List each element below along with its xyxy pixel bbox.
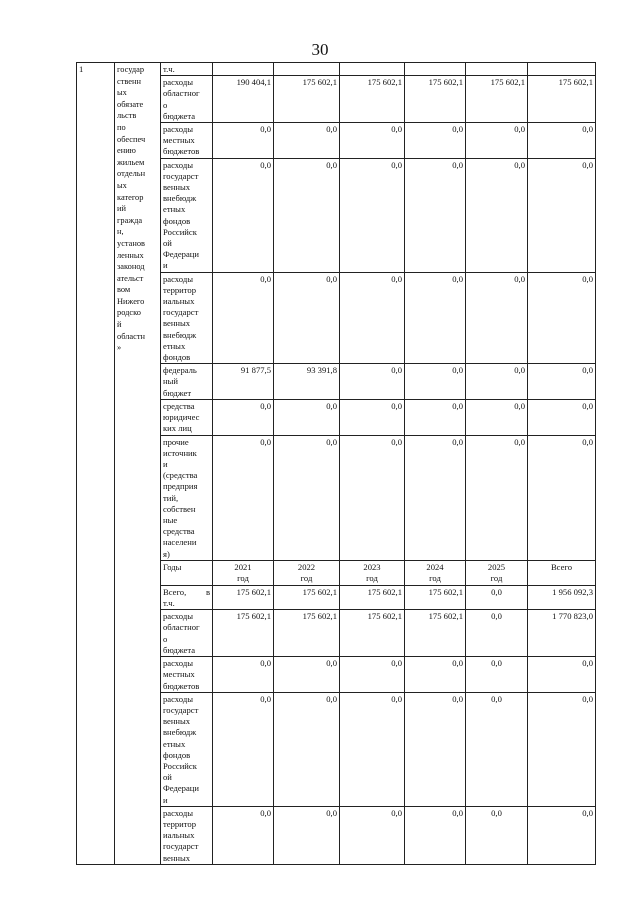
value-cell: 0,0 <box>213 123 274 159</box>
value-cell: 0,0 <box>528 123 596 159</box>
value-cell: 0,0 <box>405 272 466 364</box>
value-cell: 0,0 <box>213 806 274 864</box>
row-label: расходы областног о бюджета <box>161 610 213 657</box>
value-cell: 91 877,5 <box>213 364 274 400</box>
value-cell: 1 770 823,0 <box>528 610 596 657</box>
value-cell: 0,0 <box>405 657 466 693</box>
financing-table <box>76 62 596 865</box>
row-label: расходы местных бюджетов <box>161 123 213 159</box>
row-label: расходы государст венных внебюдж етных фондов Российск ой Федераци и <box>161 158 213 272</box>
row-label: прочие источник и (средства предприя тий, собствен ные средства населени я) <box>161 435 213 560</box>
value-cell: 0,0 <box>528 657 596 693</box>
row-label: средства юридичес ких лиц <box>161 399 213 435</box>
row-label: федераль ный бюджет <box>161 364 213 400</box>
value-cell: 0,0 <box>405 399 466 435</box>
value-cell: 0,0 <box>340 364 405 400</box>
value-cell: 0,0 <box>274 692 340 806</box>
value-cell: 0,0 <box>466 610 528 657</box>
value-cell: 175 602,1 <box>274 76 340 123</box>
value-cell: 0,0 <box>274 806 340 864</box>
row-number-cell: 1 <box>77 63 115 865</box>
value-cell: 0,0 <box>340 272 405 364</box>
row-label: т.ч. <box>161 63 213 76</box>
value-cell: 0,0 <box>213 158 274 272</box>
value-cell: 0,0 <box>405 364 466 400</box>
value-cell: 0,0 <box>340 435 405 560</box>
value-cell: 0,0 <box>340 399 405 435</box>
value-cell: 0,0 <box>466 123 528 159</box>
value-cell: 0,0 <box>274 435 340 560</box>
value-cell: 0,0 <box>528 364 596 400</box>
value-cell: 0,0 <box>528 692 596 806</box>
year-header: 2022 год <box>274 560 340 585</box>
value-cell: 0,0 <box>274 272 340 364</box>
year-header: 2024 год <box>405 560 466 585</box>
value-cell: 0,0 <box>528 806 596 864</box>
years-label: Годы <box>161 560 213 585</box>
value-cell: 0,0 <box>405 123 466 159</box>
program-name-cell: государ ственн ых обязате льств по обеспеч ению жильем отдельн ых категор ий гражда н, установ ленных законод ательст вом Нижего родско й областн » <box>115 63 161 865</box>
value-cell: 0,0 <box>340 692 405 806</box>
row-label: Всего, в т.ч. <box>161 585 213 609</box>
year-header: 2023 год <box>340 560 405 585</box>
page-number: 30 <box>311 40 329 59</box>
value-cell: 0,0 <box>213 435 274 560</box>
year-header: 2025 год <box>466 560 528 585</box>
value-cell: 0,0 <box>340 657 405 693</box>
total-header: Всего <box>528 560 596 585</box>
year-header: 2021 год <box>213 560 274 585</box>
value-cell: 0,0 <box>405 692 466 806</box>
value-cell: 0,0 <box>340 123 405 159</box>
table-row <box>77 63 596 76</box>
value-cell: 0,0 <box>405 435 466 560</box>
value-cell: 1 956 092,3 <box>528 585 596 609</box>
row-label: расходы территор иальных государст венных внебюдж етных фондов <box>161 272 213 364</box>
value-cell: 175 602,1 <box>405 585 466 609</box>
value-cell: 93 391,8 <box>274 364 340 400</box>
value-cell: 175 602,1 <box>466 76 528 123</box>
value-cell: 0,0 <box>274 123 340 159</box>
value-cell: 0,0 <box>528 272 596 364</box>
row-label: расходы местных бюджетов <box>161 657 213 693</box>
value-cell: 175 602,1 <box>528 76 596 123</box>
value-cell: 0,0 <box>213 272 274 364</box>
value-cell: 0,0 <box>466 657 528 693</box>
value-cell: 175 602,1 <box>405 610 466 657</box>
value-cell: 0,0 <box>213 399 274 435</box>
value-cell: 175 602,1 <box>340 585 405 609</box>
value-cell: 0,0 <box>340 158 405 272</box>
value-cell: 0,0 <box>274 158 340 272</box>
value-cell: 0,0 <box>213 657 274 693</box>
value-cell: 0,0 <box>528 158 596 272</box>
value-cell: 0,0 <box>466 272 528 364</box>
value-cell: 0,0 <box>405 158 466 272</box>
value-cell: 190 404,1 <box>213 76 274 123</box>
value-cell: 175 602,1 <box>340 610 405 657</box>
value-cell: 175 602,1 <box>213 585 274 609</box>
value-cell: 0,0 <box>528 435 596 560</box>
value-cell: 0,0 <box>466 806 528 864</box>
value-cell: 175 602,1 <box>405 76 466 123</box>
value-cell: 0,0 <box>466 585 528 609</box>
value-cell: 175 602,1 <box>274 585 340 609</box>
row-label: расходы областног о бюджета <box>161 76 213 123</box>
value-cell: 0,0 <box>466 158 528 272</box>
value-cell: 175 602,1 <box>213 610 274 657</box>
value-cell: 175 602,1 <box>274 610 340 657</box>
value-cell: 0,0 <box>213 692 274 806</box>
value-cell: 0,0 <box>466 435 528 560</box>
value-cell: 0,0 <box>405 806 466 864</box>
value-cell: 0,0 <box>466 399 528 435</box>
value-cell: 175 602,1 <box>340 76 405 123</box>
row-label: расходы территор иальных государст венных <box>161 806 213 864</box>
value-cell: 0,0 <box>274 657 340 693</box>
value-cell: 0,0 <box>528 399 596 435</box>
value-cell: 0,0 <box>274 399 340 435</box>
value-cell: 0,0 <box>466 364 528 400</box>
value-cell: 0,0 <box>340 806 405 864</box>
row-label: расходы государст венных внебюдж етных фондов Российск ой Федераци и <box>161 692 213 806</box>
value-cell: 0,0 <box>466 692 528 806</box>
